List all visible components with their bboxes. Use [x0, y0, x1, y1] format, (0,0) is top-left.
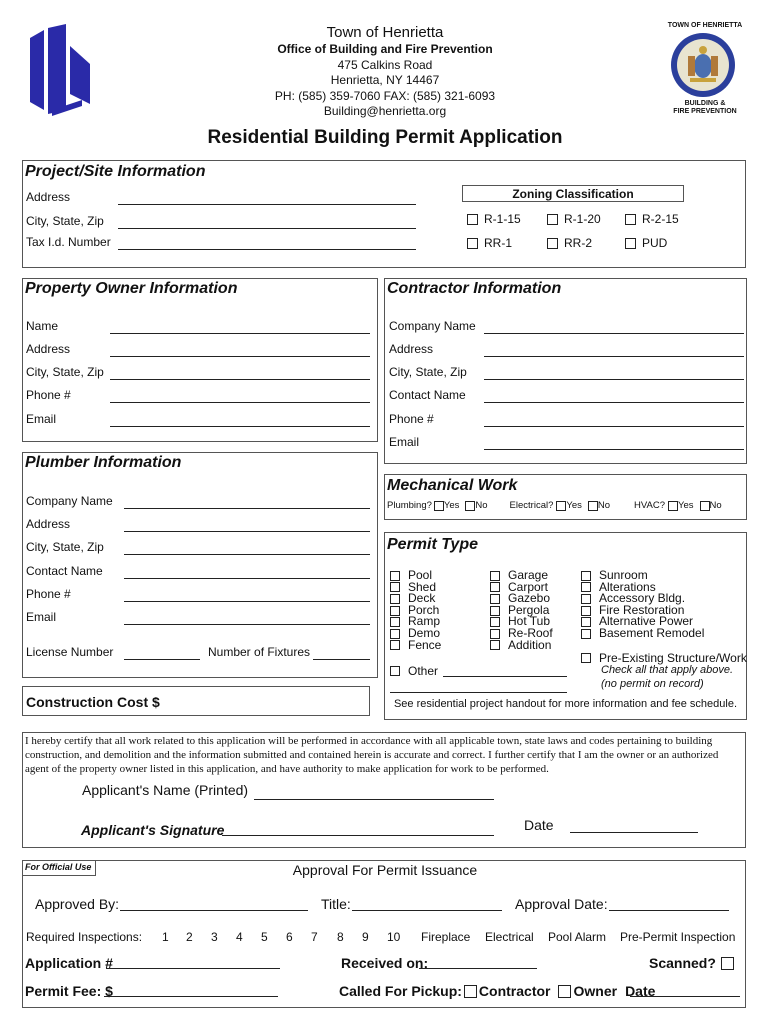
owner-email-label: Email: [26, 412, 57, 426]
plumber-contact-field[interactable]: [124, 578, 370, 579]
checkbox-icon[interactable]: [467, 238, 478, 249]
plumber-license-label: License Number: [26, 645, 114, 659]
permit-option-other[interactable]: Other: [390, 664, 438, 678]
applicant-date-label: Date: [524, 817, 554, 833]
plumber-address-field[interactable]: [124, 531, 370, 532]
scanned-option[interactable]: Scanned?: [649, 955, 734, 971]
permit-option-fire-restoration[interactable]: Fire Restoration: [581, 605, 704, 617]
inspection-9[interactable]: 9: [362, 930, 369, 944]
approval-date-field[interactable]: [609, 910, 729, 911]
inspection-3[interactable]: 3: [211, 930, 218, 944]
plumbing-yes-checkbox[interactable]: [434, 501, 444, 511]
permit-other-field-1[interactable]: [443, 676, 567, 677]
permit-option-addition[interactable]: Addition: [490, 640, 553, 652]
owner-section: [22, 278, 378, 442]
project-city-field[interactable]: [118, 228, 416, 229]
plumber-phone-field[interactable]: [124, 601, 370, 602]
inspection-pre-permit[interactable]: Pre-Permit Inspection: [620, 930, 736, 944]
owner-email-field[interactable]: [110, 426, 370, 427]
checkbox-icon[interactable]: [581, 653, 591, 663]
plumber-email-label: Email: [26, 610, 57, 624]
inspection-fireplace[interactable]: Fireplace: [421, 930, 471, 944]
checkbox-icon[interactable]: [490, 606, 500, 616]
permit-option-re-roof[interactable]: Re-Roof: [490, 628, 553, 640]
checkbox-icon[interactable]: [581, 594, 591, 604]
checkbox-icon[interactable]: [390, 594, 400, 604]
checkbox-icon[interactable]: [490, 629, 500, 639]
checkbox-icon[interactable]: [390, 582, 400, 592]
permit-option-pool[interactable]: Pool: [390, 570, 441, 582]
approved-by-field[interactable]: [120, 910, 308, 911]
checkbox-icon[interactable]: [490, 571, 500, 581]
owner-name-field[interactable]: [110, 333, 370, 334]
plumbing-label: Plumbing?: [387, 500, 432, 511]
checkbox-icon[interactable]: [390, 617, 400, 627]
checkbox-icon[interactable]: [581, 629, 591, 639]
office-email: Building@henrietta.org: [323, 104, 447, 118]
zoning-rr-2[interactable]: RR-2: [547, 236, 592, 250]
electrical-label: Electrical?: [509, 500, 554, 511]
owner-phone-field[interactable]: [110, 402, 370, 403]
checkbox-icon[interactable]: [581, 571, 591, 581]
plumber-email-field[interactable]: [124, 624, 370, 625]
permit-option-basement-remodel[interactable]: Basement Remodel: [581, 628, 704, 640]
certify-text: I hereby certify that all work related to this application will be performed in accordance with all applicable town, state laws and codes pertaining to building construction, and demolition and the information submitted and contained herein is accurate and correct. I further certify that I am the owner or an authorized agent of the property owner listed in this application, and have authority to make application for work to be performed.: [25, 735, 719, 775]
permit-other-field-2[interactable]: [390, 692, 567, 693]
hvac-yes-checkbox[interactable]: [668, 501, 678, 511]
plumber-company-field[interactable]: [124, 508, 370, 509]
owner-label: Owner: [573, 983, 618, 999]
permit-col-2: [490, 570, 553, 651]
project-city-label: City, State, Zip: [26, 214, 104, 228]
application-number-field[interactable]: [106, 968, 280, 969]
project-site-title: Project/Site Information: [25, 163, 206, 180]
permit-option-porch[interactable]: Porch: [390, 605, 441, 617]
permit-option-ramp[interactable]: Ramp: [390, 616, 441, 628]
zoning-pud[interactable]: PUD: [625, 236, 667, 250]
owner-title: Property Owner Information: [25, 280, 238, 297]
permit-option-demo[interactable]: Demo: [390, 628, 441, 640]
checkbox-icon[interactable]: [390, 666, 400, 676]
checkbox-icon[interactable]: [721, 957, 734, 970]
contractor-company-label: Company Name: [389, 319, 476, 333]
permit-note-1: Check all that apply above.: [601, 664, 734, 676]
construction-cost-label: Construction Cost $: [26, 694, 160, 710]
office-street: 475 Calkins Road: [337, 58, 433, 72]
zoning-r-1-15[interactable]: R-1-15: [467, 212, 521, 226]
inspection-5[interactable]: 5: [261, 930, 268, 944]
plumbing-no-checkbox[interactable]: [465, 501, 475, 511]
plumber-fixtures-field[interactable]: [313, 659, 370, 660]
contractor-phone-label: Phone #: [389, 412, 434, 426]
electrical-no-checkbox[interactable]: [588, 501, 598, 511]
received-on-field[interactable]: [419, 968, 537, 969]
checkbox-icon[interactable]: [490, 582, 500, 592]
contractor-email-label: Email: [389, 435, 420, 449]
owner-address-field[interactable]: [110, 356, 370, 357]
hvac-no-checkbox[interactable]: [700, 501, 710, 511]
contractor-label: Contractor: [478, 983, 551, 999]
received-on-label: Received on:: [341, 955, 429, 971]
project-address-field[interactable]: [118, 204, 416, 205]
seal-top-text: TOWN OF HENRIETTA: [667, 22, 743, 29]
checkbox-icon[interactable]: [581, 582, 591, 592]
contractor-address-field[interactable]: [484, 356, 744, 357]
contractor-contact-label: Contact Name: [389, 388, 466, 402]
town-logo: [22, 24, 98, 116]
handout-note: See residential project handout for more information and fee schedule.: [393, 698, 738, 710]
owner-city-field[interactable]: [110, 379, 370, 380]
mechanical-options: [387, 500, 722, 511]
zoning-title: Zoning Classification: [512, 187, 634, 201]
official-title: Approval For Permit Issuance: [292, 862, 478, 878]
applicant-signature-field[interactable]: [222, 835, 494, 836]
permit-option-shed[interactable]: Shed: [390, 582, 441, 594]
applicant-name-field[interactable]: [254, 799, 494, 800]
checkbox-icon[interactable]: [547, 214, 558, 225]
applicant-date-field[interactable]: [570, 832, 698, 833]
permit-type-title: Permit Type: [387, 536, 478, 553]
pickup-options: [339, 983, 655, 999]
plumber-title: Plumber Information: [25, 454, 182, 471]
contractor-contact-field[interactable]: [484, 402, 744, 403]
owner-name-label: Name: [26, 319, 59, 333]
inspection-6[interactable]: 6: [286, 930, 293, 944]
inspection-1[interactable]: 1: [162, 930, 169, 944]
plumber-company-label: Company Name: [26, 494, 113, 508]
plumber-contact-label: Contact Name: [26, 564, 103, 578]
owner-city-label: City, State, Zip: [26, 365, 104, 379]
contractor-checkbox[interactable]: [464, 985, 477, 998]
inspection-4[interactable]: 4: [236, 930, 243, 944]
permit-option-alternative-power[interactable]: Alternative Power: [581, 616, 704, 628]
inspection-8[interactable]: 8: [337, 930, 344, 944]
checkbox-icon[interactable]: [625, 238, 636, 249]
contractor-email-field[interactable]: [484, 449, 744, 450]
plumber-address-label: Address: [26, 517, 71, 531]
permit-option-gazebo[interactable]: Gazebo: [490, 593, 553, 605]
permit-option-preexisting[interactable]: Pre-Existing Structure/Work: [581, 651, 747, 665]
checkbox-icon[interactable]: [490, 617, 500, 627]
plumber-phone-label: Phone #: [26, 587, 71, 601]
permit-option-alterations[interactable]: Alterations: [581, 582, 704, 594]
checkbox-icon[interactable]: [467, 214, 478, 225]
owner-phone-label: Phone #: [26, 388, 71, 402]
pickup-date-field[interactable]: [630, 996, 740, 997]
checkbox-icon[interactable]: [390, 571, 400, 581]
contractor-company-field[interactable]: [484, 333, 744, 334]
title-label: Title:: [321, 896, 351, 912]
inspection-7[interactable]: 7: [311, 930, 318, 944]
permit-option-garage[interactable]: Garage: [490, 570, 553, 582]
permit-option-sunroom[interactable]: Sunroom: [581, 570, 704, 582]
checkbox-icon[interactable]: [490, 640, 500, 650]
permit-note-2: (no permit on record): [601, 678, 704, 690]
contractor-city-field[interactable]: [484, 379, 744, 380]
contractor-title: Contractor Information: [387, 280, 562, 297]
applicant-signature-label: Applicant's Signature: [81, 822, 225, 838]
checkbox-icon[interactable]: [390, 606, 400, 616]
mechanical-title: Mechanical Work: [387, 477, 518, 494]
permit-option-hot-tub[interactable]: Hot Tub: [490, 616, 553, 628]
approved-by-label: Approved By:: [35, 896, 120, 912]
town-name: Town of Henrietta: [326, 24, 444, 41]
permit-fee-label: Permit Fee: $: [25, 983, 113, 999]
hvac-no-label: No: [709, 500, 722, 511]
contractor-phone-field[interactable]: [484, 426, 744, 427]
office-city: Henrietta, NY 14467: [330, 73, 440, 87]
owner-checkbox[interactable]: [558, 985, 571, 998]
electrical-no-label: No: [597, 500, 611, 511]
title-field[interactable]: [352, 910, 502, 911]
permit-option-carport[interactable]: Carport: [490, 582, 553, 594]
required-inspections-label: Required Inspections:: [26, 930, 143, 944]
inspection-2[interactable]: 2: [186, 930, 193, 944]
checkbox-icon[interactable]: [581, 617, 591, 627]
office-name: Office of Building and Fire Prevention: [277, 42, 493, 56]
checkbox-icon[interactable]: [581, 606, 591, 616]
hvac-yes-label: Yes: [678, 500, 694, 511]
hvac-label: HVAC?: [634, 500, 666, 511]
permit-col-1: [390, 570, 441, 651]
electrical-yes-checkbox[interactable]: [556, 501, 566, 511]
plumber-fixtures-label: Number of Fixtures: [208, 645, 311, 659]
form-title: Residential Building Permit Application: [207, 127, 563, 148]
seal-bottom-text-1: BUILDING &: [684, 100, 726, 107]
inspection-10[interactable]: 10: [387, 930, 401, 944]
plumber-city-label: City, State, Zip: [26, 540, 104, 554]
plumbing-yes-label: Yes: [443, 500, 460, 511]
permit-fee-field[interactable]: [104, 996, 278, 997]
official-tag: For Official Use: [25, 862, 92, 872]
permit-col-3: [581, 570, 704, 640]
contractor-city-label: City, State, Zip: [389, 365, 467, 379]
project-address-label: Address: [26, 190, 71, 204]
plumber-city-field[interactable]: [124, 554, 370, 555]
inspection-electrical[interactable]: Electrical: [485, 930, 534, 944]
zoning-r-2-15[interactable]: R-2-15: [625, 212, 679, 226]
project-tax-label: Tax I.d. Number: [26, 235, 111, 249]
plumbing-no-label: No: [475, 500, 488, 511]
seal-bottom-text-2: FIRE PREVENTION: [673, 108, 737, 115]
office-phone: PH: (585) 359-7060 FAX: (585) 321-6093: [274, 89, 496, 103]
approval-date-label: Approval Date:: [515, 896, 608, 912]
checkbox-icon[interactable]: [390, 640, 400, 650]
checkbox-icon[interactable]: [390, 629, 400, 639]
checkbox-icon[interactable]: [547, 238, 558, 249]
permit-option-fence[interactable]: Fence: [390, 640, 441, 652]
town-seal-icon: [670, 32, 736, 98]
permit-option-accessory[interactable]: Accessory Bldg.: [581, 593, 704, 605]
zoning-r-1-20[interactable]: R-1-20: [547, 212, 601, 226]
zoning-rr-1[interactable]: RR-1: [467, 236, 512, 250]
owner-address-label: Address: [26, 342, 71, 356]
inspection-pool-alarm[interactable]: Pool Alarm: [548, 930, 607, 944]
pickup-date-label: Date: [625, 983, 656, 999]
permit-option-pergola[interactable]: Pergola: [490, 605, 553, 617]
contractor-address-label: Address: [389, 342, 434, 356]
applicant-name-label: Applicant's Name (Printed): [82, 782, 249, 798]
checkbox-icon[interactable]: [490, 594, 500, 604]
project-tax-field[interactable]: [118, 249, 416, 250]
pickup-label: Called For Pickup:: [339, 983, 462, 999]
checkbox-icon[interactable]: [625, 214, 636, 225]
plumber-license-field[interactable]: [124, 659, 200, 660]
electrical-yes-label: Yes: [566, 500, 582, 511]
application-number-label: Application #: [25, 955, 113, 971]
permit-option-deck[interactable]: Deck: [390, 593, 441, 605]
